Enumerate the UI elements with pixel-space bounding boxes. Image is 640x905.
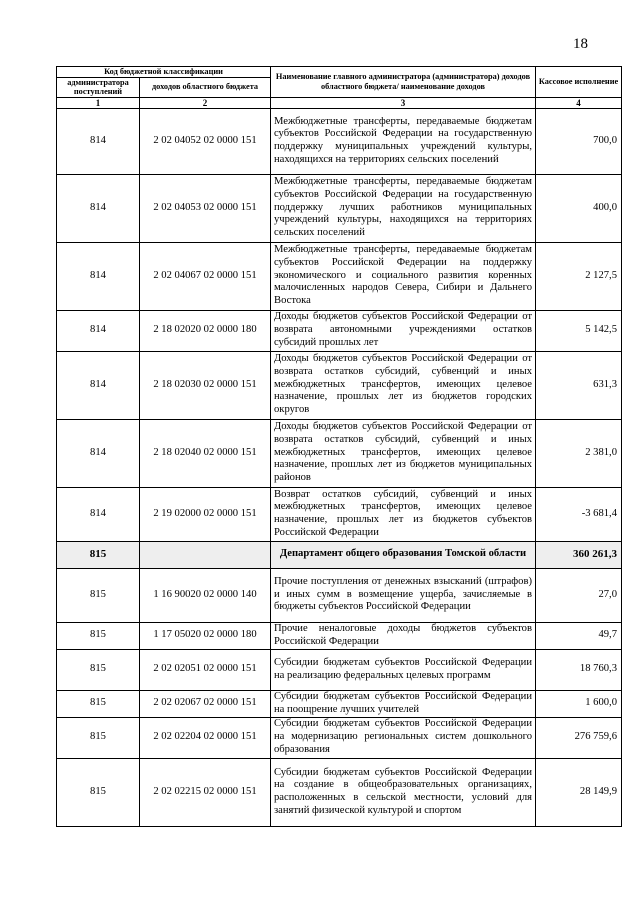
income-code-cell [140, 541, 271, 568]
admin-code-cell: 815 [57, 717, 140, 758]
name-header: Наименование главного администратора (администратора) доходов областного бюджета/ наименование доходов [271, 67, 536, 98]
income-code-cell: 2 18 02040 02 0000 151 [140, 419, 271, 487]
table-row [57, 717, 622, 758]
income-name-cell: Межбюджетные трансферты, передаваемые бюджетам субъектов Российской Федерации на поддержку экономического и социального развития коренных малочисленных народов Севера, Сибири и Дальнего Востока [271, 242, 536, 310]
income-code-cell: 2 18 02030 02 0000 151 [140, 351, 271, 419]
admin-code-cell: 815 [57, 568, 140, 622]
amount-cell: -3 681,4 [536, 487, 622, 541]
income-code-cell: 2 02 02215 02 0000 151 [140, 758, 271, 826]
admin-code-cell: 815 [57, 541, 140, 568]
table-row [57, 487, 622, 541]
admin-code-cell: 814 [57, 351, 140, 419]
amount-cell: 28 149,9 [536, 758, 622, 826]
table-row [57, 568, 622, 622]
admin-code-cell: 814 [57, 487, 140, 541]
column-number: 1 [57, 97, 140, 108]
admin-code-cell: 814 [57, 242, 140, 310]
admin-code-cell: 815 [57, 758, 140, 826]
amount-cell: 1 600,0 [536, 690, 622, 717]
income-name-cell: Субсидии бюджетам субъектов Российской Федерации на модернизацию региональных систем дошкольного образования [271, 717, 536, 758]
income-name-cell: Прочие поступления от денежных взысканий (штрафов) и иных сумм в возмещение ущерба, зачисляемые в бюджеты субъектов Российской Федерации [271, 568, 536, 622]
income-code-cell: 2 02 02067 02 0000 151 [140, 690, 271, 717]
table-row [57, 310, 622, 351]
table-row [57, 690, 622, 717]
income-name-cell: Доходы бюджетов субъектов Российской Федерации от возврата автономными учреждениями остатков субсидий прошлых лет [271, 310, 536, 351]
admin-receipts-header: администратора поступлений [57, 77, 140, 97]
admin-code-cell: 815 [57, 622, 140, 649]
page-number: 18 [573, 36, 588, 52]
income-code-cell: 2 02 02204 02 0000 151 [140, 717, 271, 758]
income-name-cell: Субсидии бюджетам субъектов Российской Федерации на создание в общеобразовательных организациях, расположенных в сельской местности, условий для занятий физической культурой и спортом [271, 758, 536, 826]
income-name-cell: Межбюджетные трансферты, передаваемые бюджетам субъектов Российской Федерации на государственную поддержку муниципальных учреждений культуры, находящихся на территориях сельских поселений [271, 108, 536, 174]
amount-cell: 18 760,3 [536, 649, 622, 690]
admin-code-cell: 814 [57, 108, 140, 174]
budget-code-header: Код бюджетной классификации [57, 67, 271, 78]
execution-header: Кассовое исполнение [536, 67, 622, 98]
income-name-cell: Доходы бюджетов субъектов Российской Федерации от возврата остатков субсидий, субвенций и иных межбюджетных трансфертов, имеющих целевое назначение, прошлых лет из бюджетов муниципальных районов [271, 419, 536, 487]
amount-cell: 276 759,6 [536, 717, 622, 758]
income-code-cell: 2 19 02000 02 0000 151 [140, 487, 271, 541]
amount-cell: 2 127,5 [536, 242, 622, 310]
table-row [57, 758, 622, 826]
income-name-cell: Департамент общего образования Томской области [271, 541, 536, 568]
amount-cell: 400,0 [536, 174, 622, 242]
budget-revenue-table [56, 66, 622, 827]
amount-cell: 631,3 [536, 351, 622, 419]
department-row [57, 541, 622, 568]
table-row [57, 649, 622, 690]
income-name-cell: Прочие неналоговые доходы бюджетов субъектов Российской Федерации [271, 622, 536, 649]
income-name-cell: Субсидии бюджетам субъектов Российской Федерации на реализацию федеральных целевых программ [271, 649, 536, 690]
regional-income-header: доходов областного бюджета [140, 77, 271, 97]
income-name-cell: Доходы бюджетов субъектов Российской Федерации от возврата остатков субсидий, субвенций и иных межбюджетных трансфертов, имеющих целевое назначение, прошлых лет из бюджетов городских округов [271, 351, 536, 419]
column-number: 2 [140, 97, 271, 108]
income-name-cell: Возврат остатков субсидий, субвенций и иных межбюджетных трансфертов, имеющих целевое назначение, прошлых лет из бюджетов субъектов Российской Федерации [271, 487, 536, 541]
income-code-cell: 1 17 05020 02 0000 180 [140, 622, 271, 649]
income-code-cell: 2 02 02051 02 0000 151 [140, 649, 271, 690]
income-code-cell: 2 02 04067 02 0000 151 [140, 242, 271, 310]
income-name-cell: Межбюджетные трансферты, передаваемые бюджетам субъектов Российской Федерации на государственную поддержку лучших работников муниципальных учреждений культуры, находящихся на территориях сельских поселений [271, 174, 536, 242]
income-code-cell: 2 02 04052 02 0000 151 [140, 108, 271, 174]
admin-code-cell: 814 [57, 174, 140, 242]
income-code-cell: 1 16 90020 02 0000 140 [140, 568, 271, 622]
amount-cell: 49,7 [536, 622, 622, 649]
amount-cell: 5 142,5 [536, 310, 622, 351]
table-row [57, 622, 622, 649]
income-code-cell: 2 02 04053 02 0000 151 [140, 174, 271, 242]
table-row [57, 174, 622, 242]
amount-cell: 2 381,0 [536, 419, 622, 487]
table-row [57, 108, 622, 174]
admin-code-cell: 815 [57, 690, 140, 717]
amount-cell: 27,0 [536, 568, 622, 622]
amount-cell: 700,0 [536, 108, 622, 174]
income-code-cell: 2 18 02020 02 0000 180 [140, 310, 271, 351]
income-name-cell: Субсидии бюджетам субъектов Российской Федерации на поощрение лучших учителей [271, 690, 536, 717]
admin-code-cell: 814 [57, 310, 140, 351]
table-row [57, 351, 622, 419]
column-number: 3 [271, 97, 536, 108]
table-row [57, 242, 622, 310]
table-row [57, 419, 622, 487]
admin-code-cell: 815 [57, 649, 140, 690]
amount-cell: 360 261,3 [536, 541, 622, 568]
column-number: 4 [536, 97, 622, 108]
admin-code-cell: 814 [57, 419, 140, 487]
